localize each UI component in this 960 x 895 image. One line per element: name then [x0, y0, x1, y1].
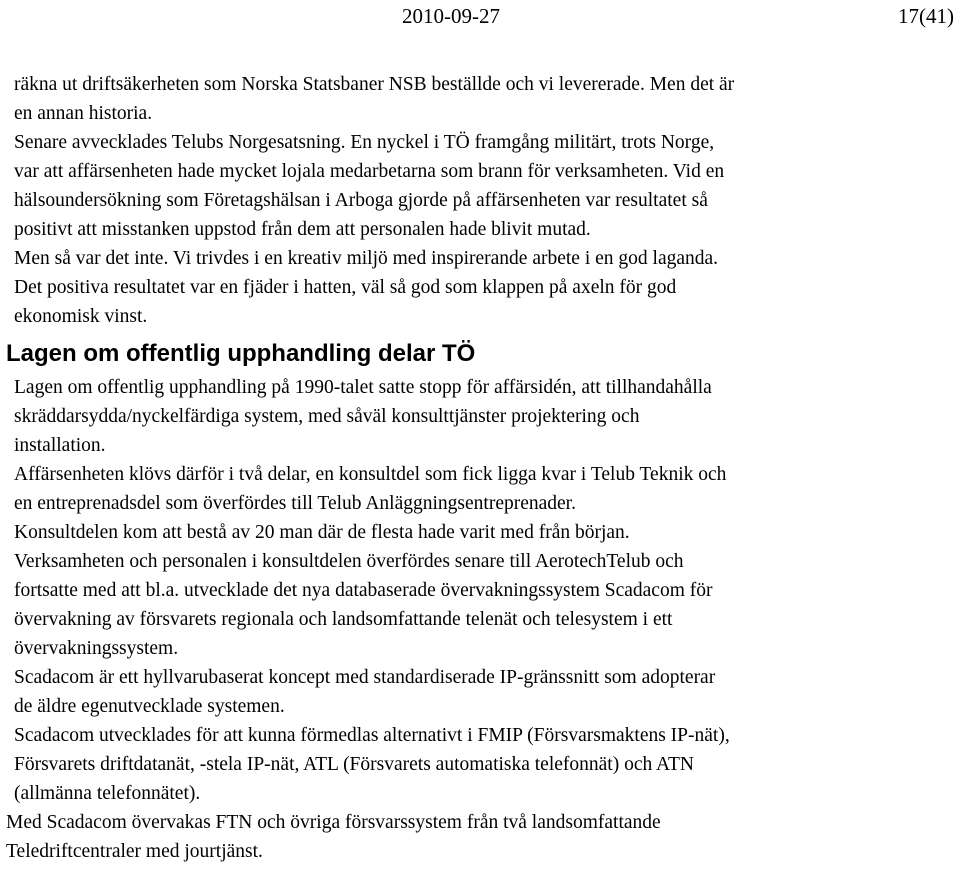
paragraph: Scadacom utvecklades för att kunna förmedlas alternativt i FMIP (Försvarsmaktens IP-nät), Försvarets driftdatanät, -stela IP-nät, ATL (Försvarets automatiska telefonnät) och ATN (allmänna telefonnätet). — [14, 725, 730, 804]
section-heading: Lagen om offentlig upphandling delar TÖ — [6, 340, 476, 367]
section-body — [6, 373, 954, 866]
header-date: 2010-09-27 — [402, 4, 500, 28]
paragraph: räkna ut driftsäkerheten som Norska Statsbaner NSB beställde och vi levererade. Men det är en annan historia. — [14, 74, 735, 124]
paragraph: Lagen om offentlig upphandling på 1990-talet satte stopp för affärsidén, att tillhandahålla skräddarsydda/nyckelfärdiga system, med såväl konsulttjänster projektering och installation. — [14, 377, 712, 456]
paragraph: Affärsenheten klövs därför i två delar, en konsultdel som fick ligga kvar i Telub Teknik och en entreprenadsdel som överfördes till Telub Anläggningsentreprenader. — [14, 464, 727, 514]
page-header — [0, 0, 960, 40]
paragraph: Konsultdelen kom att bestå av 20 man där de flesta hade varit med från början. — [14, 522, 630, 543]
paragraph: Men så var det inte. Vi trivdes i en kreativ miljö med inspirerande arbete i en god laganda. — [14, 248, 719, 269]
paragraph: Scadacom är ett hyllvarubaserat koncept med standardiserade IP-gränssnitt som adopterar de äldre egenutvecklade systemen. — [14, 667, 716, 717]
paragraph: Verksamheten och personalen i konsultdelen överfördes senare till AerotechTelub och fortsatte med att bl.a. utvecklade det nya databaserade övervakningssystem Scadacom för övervakning av försvarets regionala och landsomfattande telenät och telesystem i ett övervakningssystem. — [14, 551, 713, 659]
document-body — [6, 70, 954, 866]
paragraph: Senare avvecklades Telubs Norgesatsning. En nyckel i TÖ framgång militärt, trots Norge, var att affärsenheten hade mycket lojala medarbetarna som brann för verksamheten. Vid en hälsoundersökning som Företagshälsan i Arboga gjorde på affärsenheten var resultatet så positivt att misstanken uppstod från dem att personalen hade blivit mutad. — [14, 132, 725, 240]
paragraph: Det positiva resultatet var en fjäder i hatten, väl så god som klappen på axeln för god ekonomisk vinst. — [14, 277, 677, 327]
closing-paragraph: Med Scadacom övervakas FTN och övriga försvarssystem från två landsomfattande Teledriftcentraler med jourtjänst. — [6, 812, 661, 862]
header-page-number: 17(41) — [898, 4, 954, 28]
